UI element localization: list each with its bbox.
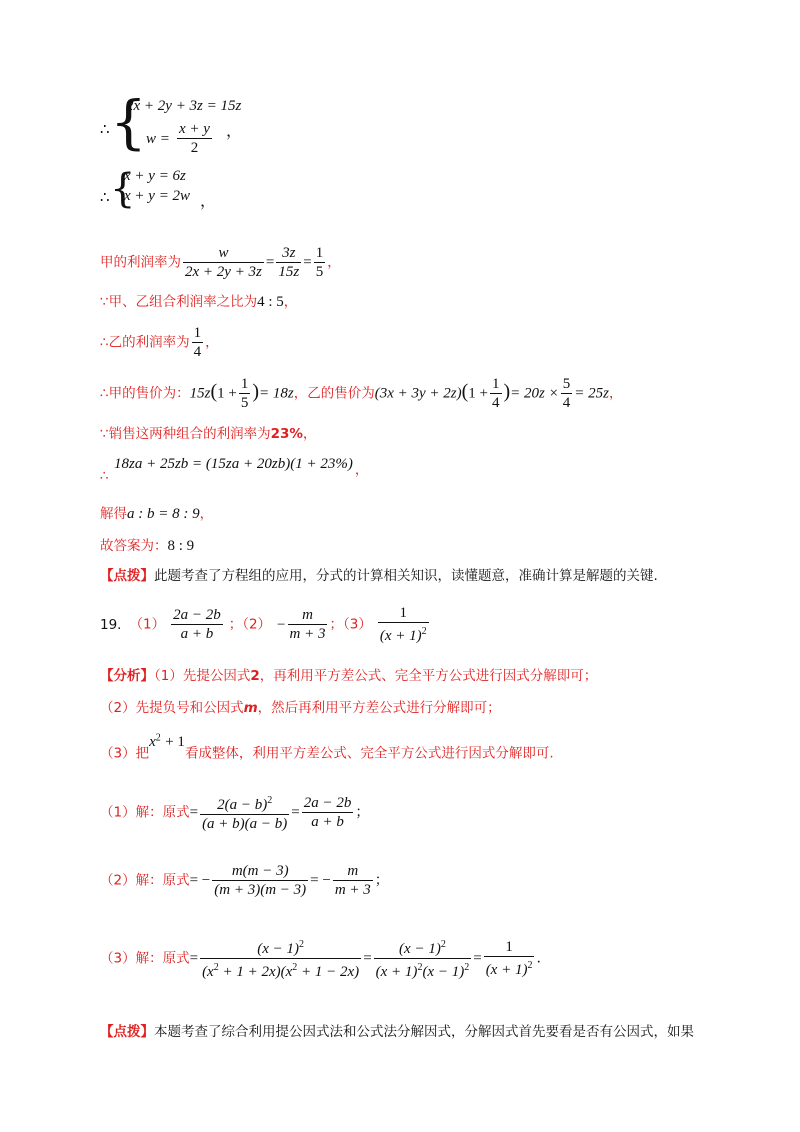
therefore-symbol: ∴: [100, 190, 110, 206]
left-brace: {: [110, 88, 147, 156]
tip-2: 【点拨】本题考查了综合利用提公因式法和公式法分解因式，分解因式首先要看是否有公因式，如果: [100, 1024, 694, 1040]
solve-line: 解得a : b = 8 : 9，: [100, 506, 214, 522]
solution-1: （1）解：原式= $\frac{2(a - b)^2}{(a + b)(a - b)}$ = $\frac{2a - 2b}{a + b}$ ；: [100, 792, 369, 833]
system1-eq2: w = $\frac{x + y}{2}$: [146, 121, 210, 156]
equation-system-1: [100, 88, 300, 162]
therefore-symbol: ∴: [100, 122, 110, 138]
solution-3: （3）解：原式= $\frac{(x - 1)^2}{(x^2 + 1 + 2x)(x^2 + 1 - 2x)}$ = $\frac{(x - 1)^2}{(x + 1)^2(x - 1)^2}$ = $\frac{1}{(x + 1)^2}$ .: [100, 936, 541, 981]
comma: ，: [226, 121, 243, 140]
analysis-line-3: （3）把$x^2 + 1$看成整体，利用平方差公式、完全平方公式进行因式分解即可.: [100, 732, 554, 762]
system2-eq1: x + y = 6z: [124, 168, 186, 184]
left-brace: {: [110, 166, 136, 212]
answer-line: 故答案为：8 : 9: [100, 538, 195, 554]
analysis-line-1: 【分析】（1）先提公因式2，再利用平方差公式、完全平方公式进行因式分解即可；: [100, 668, 598, 684]
solution-2: （2）解：原式= − $\frac{m(m - 3)}{(m + 3)(m - 3)}$ = − $\frac{m}{m + 3}$ ；: [100, 863, 389, 898]
price-line: ∴甲的售价为：15z(1 + $\frac{1}{5}$ )= 18z，乙的售价为(3x + 3y + 2z)(1 + $\frac{1}{4}$ )= 20z × $\frac{5}{4}$ = 25z，: [100, 376, 623, 411]
tip-1: 【点拨】此题考查了方程组的应用，分式的计算相关知识，读懂题意，准确计算是解题的关键.: [100, 568, 658, 584]
question-19-answers: 19. （1） $\frac{2a - 2b}{a + b}$ ；（2） − $\frac{m}{m + 3}$ ；（3） $\frac{1}{(x + 1)^2}$: [100, 605, 427, 644]
comma: ，: [200, 191, 217, 210]
profit-ratio-line: ∵甲、乙组合利润率之比为4 : 5，: [100, 294, 298, 310]
profit-rate-23-line: ∵销售这两种组合的利润率为23%，: [100, 426, 317, 442]
profit-equation-line: 18za + 25zb = (15za + 20zb)(1 + 23%) ， ∴: [100, 456, 369, 484]
profit-rate-jia: 甲的利润率为 $\frac{w}{2x + 2y + 3z}$ = $\frac{3z}{15z}$ = $\frac{1}{5}$ ，: [100, 245, 341, 280]
analysis-line-2: （2）先提负号和公因式m，然后再利用平方差公式进行分解即可；: [100, 700, 501, 716]
equation-system-2: [100, 166, 300, 214]
system2-eq2: x + y = 2w: [124, 188, 191, 204]
profit-rate-yi: ∴乙的利润率为 $\frac{1}{4}$ ，: [100, 325, 219, 360]
system1-eq1: 2x + 2y + 3z = 15z: [126, 98, 242, 114]
